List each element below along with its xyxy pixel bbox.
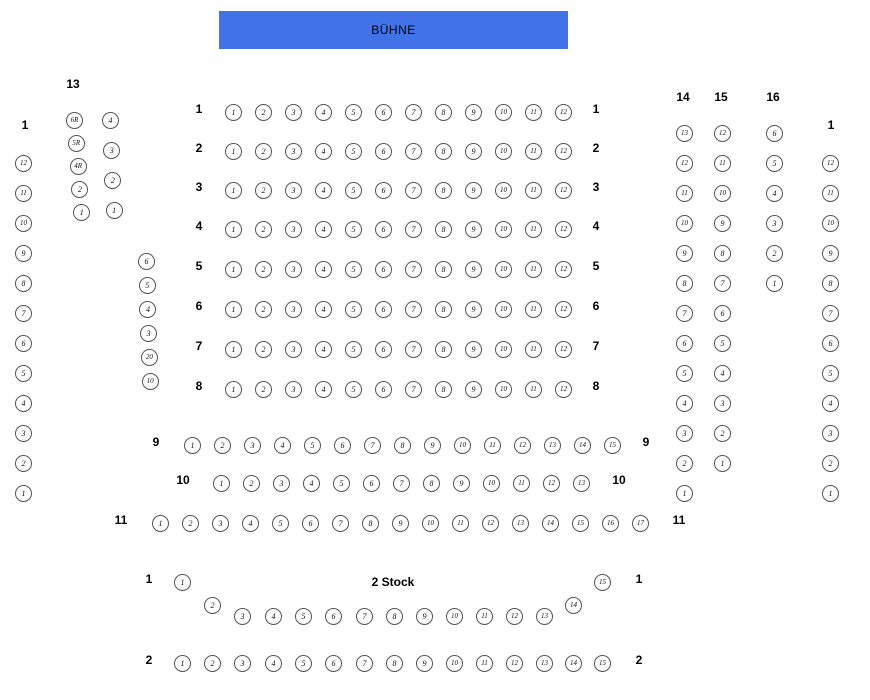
seat[interactable]: 5 xyxy=(345,182,362,199)
seat[interactable]: 11 xyxy=(15,185,32,202)
seat[interactable]: 6 xyxy=(375,221,392,238)
row-label: 7 xyxy=(195,339,203,353)
seat[interactable]: 6 xyxy=(375,341,392,358)
seat[interactable]: 9 xyxy=(714,215,731,232)
seat[interactable]: 4 xyxy=(822,395,839,412)
seat[interactable]: 3 xyxy=(285,182,302,199)
seat[interactable]: 9 xyxy=(15,245,32,262)
seat[interactable]: 10 xyxy=(495,301,512,318)
seat[interactable]: 6 xyxy=(714,305,731,322)
seat[interactable]: 2 xyxy=(255,341,272,358)
seat[interactable]: 5 xyxy=(345,381,362,398)
seat[interactable]: 2 xyxy=(676,455,693,472)
seat[interactable]: 9 xyxy=(465,261,482,278)
seat[interactable]: 12 xyxy=(714,125,731,142)
seat[interactable]: 5 xyxy=(272,515,289,532)
seat[interactable]: 4 xyxy=(315,261,332,278)
row-label: 3 xyxy=(195,180,203,194)
row-label: 2 xyxy=(635,653,643,667)
seat[interactable]: 3 xyxy=(285,221,302,238)
seat[interactable]: 2 xyxy=(822,455,839,472)
seat[interactable]: 2 xyxy=(255,104,272,121)
seat[interactable]: 14 xyxy=(565,655,582,672)
seat[interactable]: 6 xyxy=(375,182,392,199)
block-label: 1 xyxy=(21,118,29,132)
seat[interactable]: 4 xyxy=(265,655,282,672)
seat[interactable]: 3 xyxy=(285,104,302,121)
seat[interactable]: 1 xyxy=(676,485,693,502)
seat[interactable]: 10 xyxy=(142,373,159,390)
seat[interactable]: 5 xyxy=(345,301,362,318)
seat[interactable]: 1 xyxy=(225,381,242,398)
seat[interactable]: 12 xyxy=(15,155,32,172)
seat[interactable]: 10 xyxy=(495,341,512,358)
seat[interactable]: 7 xyxy=(364,437,381,454)
seat[interactable]: 11 xyxy=(525,221,542,238)
seat[interactable]: 9 xyxy=(416,608,433,625)
seat[interactable]: 7 xyxy=(332,515,349,532)
seat[interactable]: 11 xyxy=(476,655,493,672)
seat[interactable]: 5 xyxy=(345,143,362,160)
seat[interactable]: 4 xyxy=(303,475,320,492)
seat[interactable]: 3 xyxy=(273,475,290,492)
seat[interactable]: 8 xyxy=(386,655,403,672)
seat[interactable]: 14 xyxy=(574,437,591,454)
seat[interactable]: 4 xyxy=(139,301,156,318)
seat[interactable]: 1 xyxy=(225,143,242,160)
seat[interactable]: 6 xyxy=(375,143,392,160)
seat[interactable]: 3 xyxy=(285,301,302,318)
seat[interactable]: 12 xyxy=(555,381,572,398)
seat[interactable]: 3 xyxy=(103,142,120,159)
seat[interactable]: 2 xyxy=(204,597,221,614)
row-label: 2 xyxy=(195,141,203,155)
floor-label: 2 Stock xyxy=(371,575,415,589)
seat[interactable]: 7 xyxy=(356,608,373,625)
seat[interactable]: 9 xyxy=(465,221,482,238)
seat[interactable]: 4 xyxy=(714,365,731,382)
seat[interactable]: 8 xyxy=(435,221,452,238)
seat[interactable]: 1 xyxy=(225,182,242,199)
seat[interactable]: 4R xyxy=(70,158,87,175)
seat[interactable]: 7 xyxy=(356,655,373,672)
seat[interactable]: 6R xyxy=(66,112,83,129)
seat[interactable]: 2 xyxy=(255,143,272,160)
row-label: 7 xyxy=(592,339,600,353)
row-label: 1 xyxy=(635,572,643,586)
seat[interactable]: 4 xyxy=(315,182,332,199)
seat[interactable]: 10 xyxy=(495,104,512,121)
seat[interactable]: 1 xyxy=(73,204,90,221)
row-label: 1 xyxy=(592,102,600,116)
seat[interactable]: 13 xyxy=(536,608,553,625)
seat[interactable]: 3 xyxy=(15,425,32,442)
seat[interactable]: 8 xyxy=(676,275,693,292)
seat[interactable]: 8 xyxy=(435,381,452,398)
seat[interactable]: 3 xyxy=(285,261,302,278)
seat[interactable]: 11 xyxy=(525,182,542,199)
seat[interactable]: 6 xyxy=(334,437,351,454)
seat[interactable]: 4 xyxy=(15,395,32,412)
seat[interactable]: 2 xyxy=(255,381,272,398)
seat[interactable]: 4 xyxy=(315,104,332,121)
seat[interactable]: 10 xyxy=(822,215,839,232)
seat[interactable]: 7 xyxy=(15,305,32,322)
seat[interactable]: 11 xyxy=(525,381,542,398)
seat[interactable]: 7 xyxy=(405,301,422,318)
seat[interactable]: 7 xyxy=(405,104,422,121)
row-label: 9 xyxy=(642,435,650,449)
seat[interactable]: 2 xyxy=(15,455,32,472)
seat[interactable]: 5R xyxy=(68,135,85,152)
seat[interactable]: 14 xyxy=(565,597,582,614)
row-label: 8 xyxy=(195,379,203,393)
seat[interactable]: 5 xyxy=(766,155,783,172)
seat[interactable]: 13 xyxy=(512,515,529,532)
seat[interactable]: 1 xyxy=(15,485,32,502)
seat[interactable]: 2 xyxy=(255,301,272,318)
seat[interactable]: 5 xyxy=(822,365,839,382)
seat[interactable]: 11 xyxy=(525,143,542,160)
seat[interactable]: 12 xyxy=(555,341,572,358)
seat[interactable]: 8 xyxy=(435,104,452,121)
seat[interactable]: 3 xyxy=(234,655,251,672)
seat[interactable]: 15 xyxy=(572,515,589,532)
seat[interactable]: 4 xyxy=(242,515,259,532)
seat[interactable]: 10 xyxy=(495,221,512,238)
seat[interactable]: 9 xyxy=(465,104,482,121)
seat[interactable]: 5 xyxy=(345,221,362,238)
row-label: 10 xyxy=(176,473,190,487)
seat[interactable]: 10 xyxy=(495,182,512,199)
seat[interactable]: 4 xyxy=(315,381,332,398)
seat[interactable]: 9 xyxy=(465,143,482,160)
seat[interactable]: 8 xyxy=(435,182,452,199)
seat[interactable]: 5 xyxy=(676,365,693,382)
seat[interactable]: 11 xyxy=(513,475,530,492)
seat[interactable]: 2 xyxy=(204,655,221,672)
seat[interactable]: 4 xyxy=(766,185,783,202)
seat[interactable]: 5 xyxy=(304,437,321,454)
seat[interactable]: 5 xyxy=(345,104,362,121)
seat[interactable]: 7 xyxy=(393,475,410,492)
seat[interactable]: 12 xyxy=(506,608,523,625)
seat[interactable]: 5 xyxy=(345,261,362,278)
seat[interactable]: 5 xyxy=(295,608,312,625)
seat[interactable]: 3 xyxy=(676,425,693,442)
seat[interactable]: 12 xyxy=(676,155,693,172)
seat[interactable]: 11 xyxy=(525,301,542,318)
seat[interactable]: 6 xyxy=(363,475,380,492)
seat[interactable]: 10 xyxy=(483,475,500,492)
seat[interactable]: 3 xyxy=(822,425,839,442)
seat[interactable]: 12 xyxy=(555,301,572,318)
seat[interactable]: 12 xyxy=(506,655,523,672)
seat[interactable]: 9 xyxy=(676,245,693,262)
seat[interactable]: 7 xyxy=(822,305,839,322)
seat[interactable]: 7 xyxy=(714,275,731,292)
seat[interactable]: 11 xyxy=(476,608,493,625)
row-label: 8 xyxy=(592,379,600,393)
seat[interactable]: 1 xyxy=(152,515,169,532)
seat[interactable]: 8 xyxy=(386,608,403,625)
seat[interactable]: 2 xyxy=(766,245,783,262)
seat[interactable]: 6 xyxy=(325,655,342,672)
seat[interactable]: 8 xyxy=(394,437,411,454)
seat[interactable]: 9 xyxy=(392,515,409,532)
seat[interactable]: 3 xyxy=(234,608,251,625)
seat[interactable]: 9 xyxy=(465,301,482,318)
seat[interactable]: 7 xyxy=(676,305,693,322)
seat[interactable]: 7 xyxy=(405,221,422,238)
seat[interactable]: 4 xyxy=(315,143,332,160)
seat[interactable]: 8 xyxy=(435,301,452,318)
seat[interactable]: 3 xyxy=(140,325,157,342)
row-label: 9 xyxy=(152,435,160,449)
block-label: 15 xyxy=(714,90,728,104)
seat[interactable]: 8 xyxy=(435,261,452,278)
seat[interactable]: 9 xyxy=(822,245,839,262)
seat[interactable]: 5 xyxy=(333,475,350,492)
row-label: 5 xyxy=(592,259,600,273)
seat[interactable]: 4 xyxy=(315,301,332,318)
seat[interactable]: 5 xyxy=(295,655,312,672)
seat[interactable]: 10 xyxy=(446,655,463,672)
seat[interactable]: 1 xyxy=(106,202,123,219)
seat[interactable]: 6 xyxy=(138,253,155,270)
seat[interactable]: 12 xyxy=(555,143,572,160)
seat[interactable]: 1 xyxy=(174,574,191,591)
seat[interactable]: 7 xyxy=(405,381,422,398)
seat[interactable]: 11 xyxy=(484,437,501,454)
seat[interactable]: 12 xyxy=(555,261,572,278)
seat[interactable]: 6 xyxy=(375,301,392,318)
seat[interactable]: 12 xyxy=(555,182,572,199)
row-label: 2 xyxy=(145,653,153,667)
seat[interactable]: 5 xyxy=(15,365,32,382)
seat[interactable]: 10 xyxy=(495,143,512,160)
seat[interactable]: 6 xyxy=(766,125,783,142)
seat[interactable]: 3 xyxy=(714,395,731,412)
row-label: 4 xyxy=(592,219,600,233)
seat[interactable]: 3 xyxy=(766,215,783,232)
seat[interactable]: 15 xyxy=(594,574,611,591)
seat[interactable]: 4 xyxy=(315,221,332,238)
seat[interactable]: 6 xyxy=(302,515,319,532)
seat[interactable]: 15 xyxy=(594,655,611,672)
seat[interactable]: 10 xyxy=(446,608,463,625)
row-label: 11 xyxy=(672,513,686,527)
seat[interactable]: 1 xyxy=(822,485,839,502)
row-label: 2 xyxy=(592,141,600,155)
seat[interactable]: 5 xyxy=(139,277,156,294)
seat[interactable]: 1 xyxy=(184,437,201,454)
seat[interactable]: 6 xyxy=(676,335,693,352)
seat[interactable]: 17 xyxy=(632,515,649,532)
seat[interactable]: 1 xyxy=(225,341,242,358)
seat[interactable]: 1 xyxy=(225,221,242,238)
seat[interactable]: 11 xyxy=(525,261,542,278)
seat[interactable]: 9 xyxy=(465,381,482,398)
seat[interactable]: 2 xyxy=(104,172,121,189)
block-label: 1 xyxy=(827,118,835,132)
seat[interactable]: 12 xyxy=(482,515,499,532)
seat[interactable]: 20 xyxy=(141,349,158,366)
seat[interactable]: 7 xyxy=(405,182,422,199)
seat[interactable]: 2 xyxy=(71,181,88,198)
seat[interactable]: 1 xyxy=(714,455,731,472)
block-label: 13 xyxy=(66,77,80,91)
seat[interactable]: 4 xyxy=(315,341,332,358)
seat[interactable]: 2 xyxy=(255,261,272,278)
seat[interactable]: 1 xyxy=(225,104,242,121)
seat[interactable]: 9 xyxy=(465,182,482,199)
seat[interactable]: 2 xyxy=(214,437,231,454)
seat[interactable]: 11 xyxy=(714,155,731,172)
seat[interactable]: 8 xyxy=(714,245,731,262)
row-label: 1 xyxy=(145,572,153,586)
row-label: 3 xyxy=(592,180,600,194)
row-label: 6 xyxy=(592,299,600,313)
seat[interactable]: 3 xyxy=(285,341,302,358)
seat[interactable]: 12 xyxy=(822,155,839,172)
seat[interactable]: 4 xyxy=(274,437,291,454)
seat[interactable]: 8 xyxy=(822,275,839,292)
seat[interactable]: 11 xyxy=(525,104,542,121)
seat[interactable]: 11 xyxy=(822,185,839,202)
seat[interactable]: 8 xyxy=(435,341,452,358)
block-label: 16 xyxy=(766,90,780,104)
stage-label: BÜHNE xyxy=(219,11,568,49)
seat[interactable]: 6 xyxy=(375,104,392,121)
seat[interactable]: 13 xyxy=(573,475,590,492)
seat[interactable]: 9 xyxy=(416,655,433,672)
seat[interactable]: 5 xyxy=(714,335,731,352)
row-label: 1 xyxy=(195,102,203,116)
seat[interactable]: 6 xyxy=(822,335,839,352)
seat[interactable]: 8 xyxy=(435,143,452,160)
seat[interactable]: 7 xyxy=(405,341,422,358)
row-label: 4 xyxy=(195,219,203,233)
seat[interactable]: 4 xyxy=(676,395,693,412)
seat[interactable]: 12 xyxy=(514,437,531,454)
block-label: 14 xyxy=(676,90,690,104)
seat[interactable]: 1 xyxy=(225,261,242,278)
seat[interactable]: 7 xyxy=(405,143,422,160)
seat[interactable]: 11 xyxy=(676,185,693,202)
seat[interactable]: 9 xyxy=(465,341,482,358)
seat[interactable]: 13 xyxy=(536,655,553,672)
seat[interactable]: 11 xyxy=(452,515,469,532)
seat[interactable]: 12 xyxy=(555,221,572,238)
seat[interactable]: 1 xyxy=(174,655,191,672)
seat[interactable]: 6 xyxy=(325,608,342,625)
seat[interactable]: 10 xyxy=(15,215,32,232)
seat[interactable]: 5 xyxy=(345,341,362,358)
seat[interactable]: 13 xyxy=(676,125,693,142)
seat[interactable]: 3 xyxy=(285,143,302,160)
seat[interactable]: 7 xyxy=(405,261,422,278)
seat[interactable]: 15 xyxy=(604,437,621,454)
seat[interactable]: 9 xyxy=(424,437,441,454)
seat[interactable]: 3 xyxy=(212,515,229,532)
seat[interactable]: 2 xyxy=(255,182,272,199)
seat[interactable]: 2 xyxy=(255,221,272,238)
row-label: 10 xyxy=(612,473,626,487)
seat[interactable]: 6 xyxy=(15,335,32,352)
seat[interactable]: 12 xyxy=(555,104,572,121)
seat[interactable]: 10 xyxy=(422,515,439,532)
seat[interactable]: 1 xyxy=(766,275,783,292)
row-label: 5 xyxy=(195,259,203,273)
seat[interactable]: 4 xyxy=(102,112,119,129)
seat[interactable]: 10 xyxy=(714,185,731,202)
seat[interactable]: 10 xyxy=(454,437,471,454)
seat[interactable]: 14 xyxy=(542,515,559,532)
seat[interactable]: 6 xyxy=(375,381,392,398)
row-label: 11 xyxy=(114,513,128,527)
row-label: 6 xyxy=(195,299,203,313)
seat[interactable]: 16 xyxy=(602,515,619,532)
seat[interactable]: 13 xyxy=(544,437,561,454)
seat[interactable]: 10 xyxy=(676,215,693,232)
seat[interactable]: 9 xyxy=(453,475,470,492)
seat[interactable]: 10 xyxy=(495,381,512,398)
seat[interactable]: 8 xyxy=(362,515,379,532)
seat[interactable]: 2 xyxy=(182,515,199,532)
seat[interactable]: 10 xyxy=(495,261,512,278)
seat[interactable]: 1 xyxy=(213,475,230,492)
seat[interactable]: 3 xyxy=(244,437,261,454)
seat[interactable]: 2 xyxy=(714,425,731,442)
seat[interactable]: 4 xyxy=(265,608,282,625)
seat[interactable]: 3 xyxy=(285,381,302,398)
seat[interactable]: 8 xyxy=(423,475,440,492)
seat[interactable]: 2 xyxy=(243,475,260,492)
seat[interactable]: 11 xyxy=(525,341,542,358)
seat[interactable]: 12 xyxy=(543,475,560,492)
seat[interactable]: 6 xyxy=(375,261,392,278)
seat[interactable]: 8 xyxy=(15,275,32,292)
seat[interactable]: 1 xyxy=(225,301,242,318)
